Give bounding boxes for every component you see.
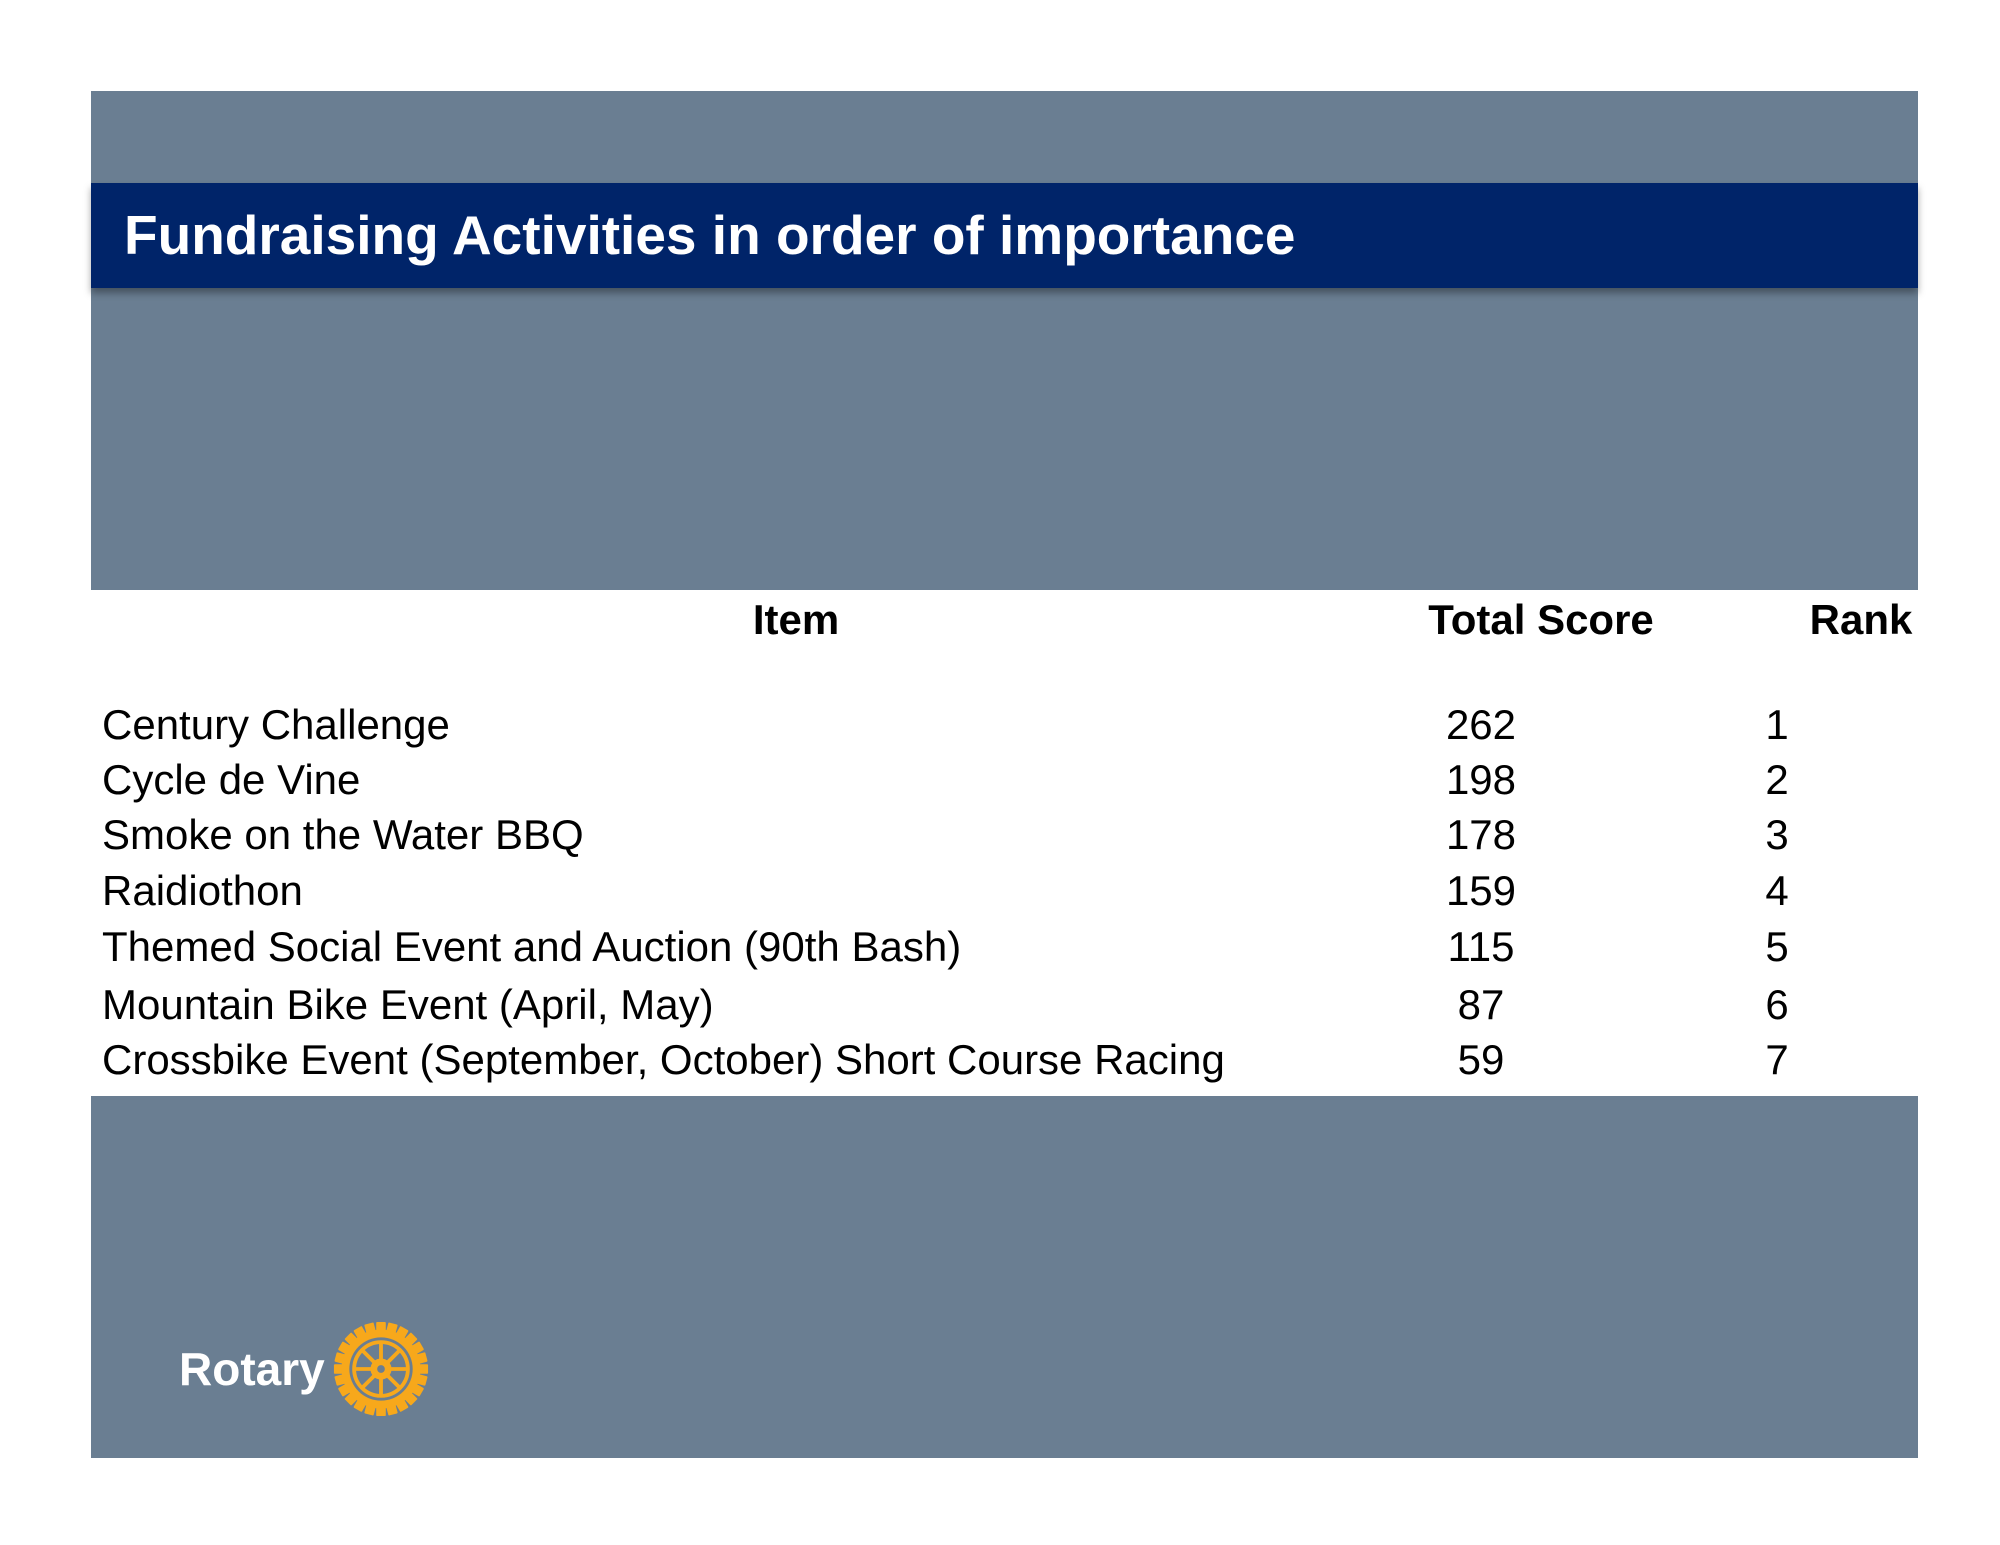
item-name: Themed Social Event and Auction (90th Bash) [102,923,962,970]
item-rank: 5 [1765,923,1789,970]
item-score: 262 [1445,701,1517,748]
item-rank: 3 [1765,811,1789,858]
item-name: Crossbike Event (September, October) Short Course Racing [102,1036,1225,1083]
item-name: Raidiothon [102,867,303,914]
item-score: 159 [1445,867,1517,914]
item-rank: 1 [1765,701,1789,748]
rotary-wheel-icon [333,1321,429,1417]
item-score: 178 [1445,811,1517,858]
ranking-table [91,590,1918,1096]
item-rank: 2 [1765,756,1789,803]
item-score: 59 [1457,1036,1505,1083]
item-name: Smoke on the Water BBQ [102,811,584,858]
slide-title: Fundraising Activities in order of importance [124,204,1296,266]
table-row [91,977,1918,1032]
header-item: Item [752,596,840,643]
logo-text: Rotary [179,1343,325,1395]
rotary-logo [179,1319,429,1419]
table-row [91,752,1918,807]
table-row [91,863,1918,918]
title-bar [91,183,1918,288]
item-score: 87 [1457,981,1505,1028]
table-row [91,807,1918,862]
table-row [91,1032,1918,1087]
item-name: Century Challenge [102,701,450,748]
item-name: Cycle de Vine [102,756,361,803]
slide [91,91,1918,1458]
header-total-score: Total Score [1428,596,1654,643]
item-score: 115 [1447,923,1515,970]
item-rank: 4 [1765,867,1789,914]
item-rank: 7 [1765,1036,1789,1083]
item-score: 198 [1445,756,1517,803]
table-row [91,919,1918,974]
header-rank: Rank [1809,596,1913,643]
item-name: Mountain Bike Event (April, May) [102,981,714,1028]
item-rank: 6 [1765,981,1789,1028]
table-row [91,697,1918,752]
